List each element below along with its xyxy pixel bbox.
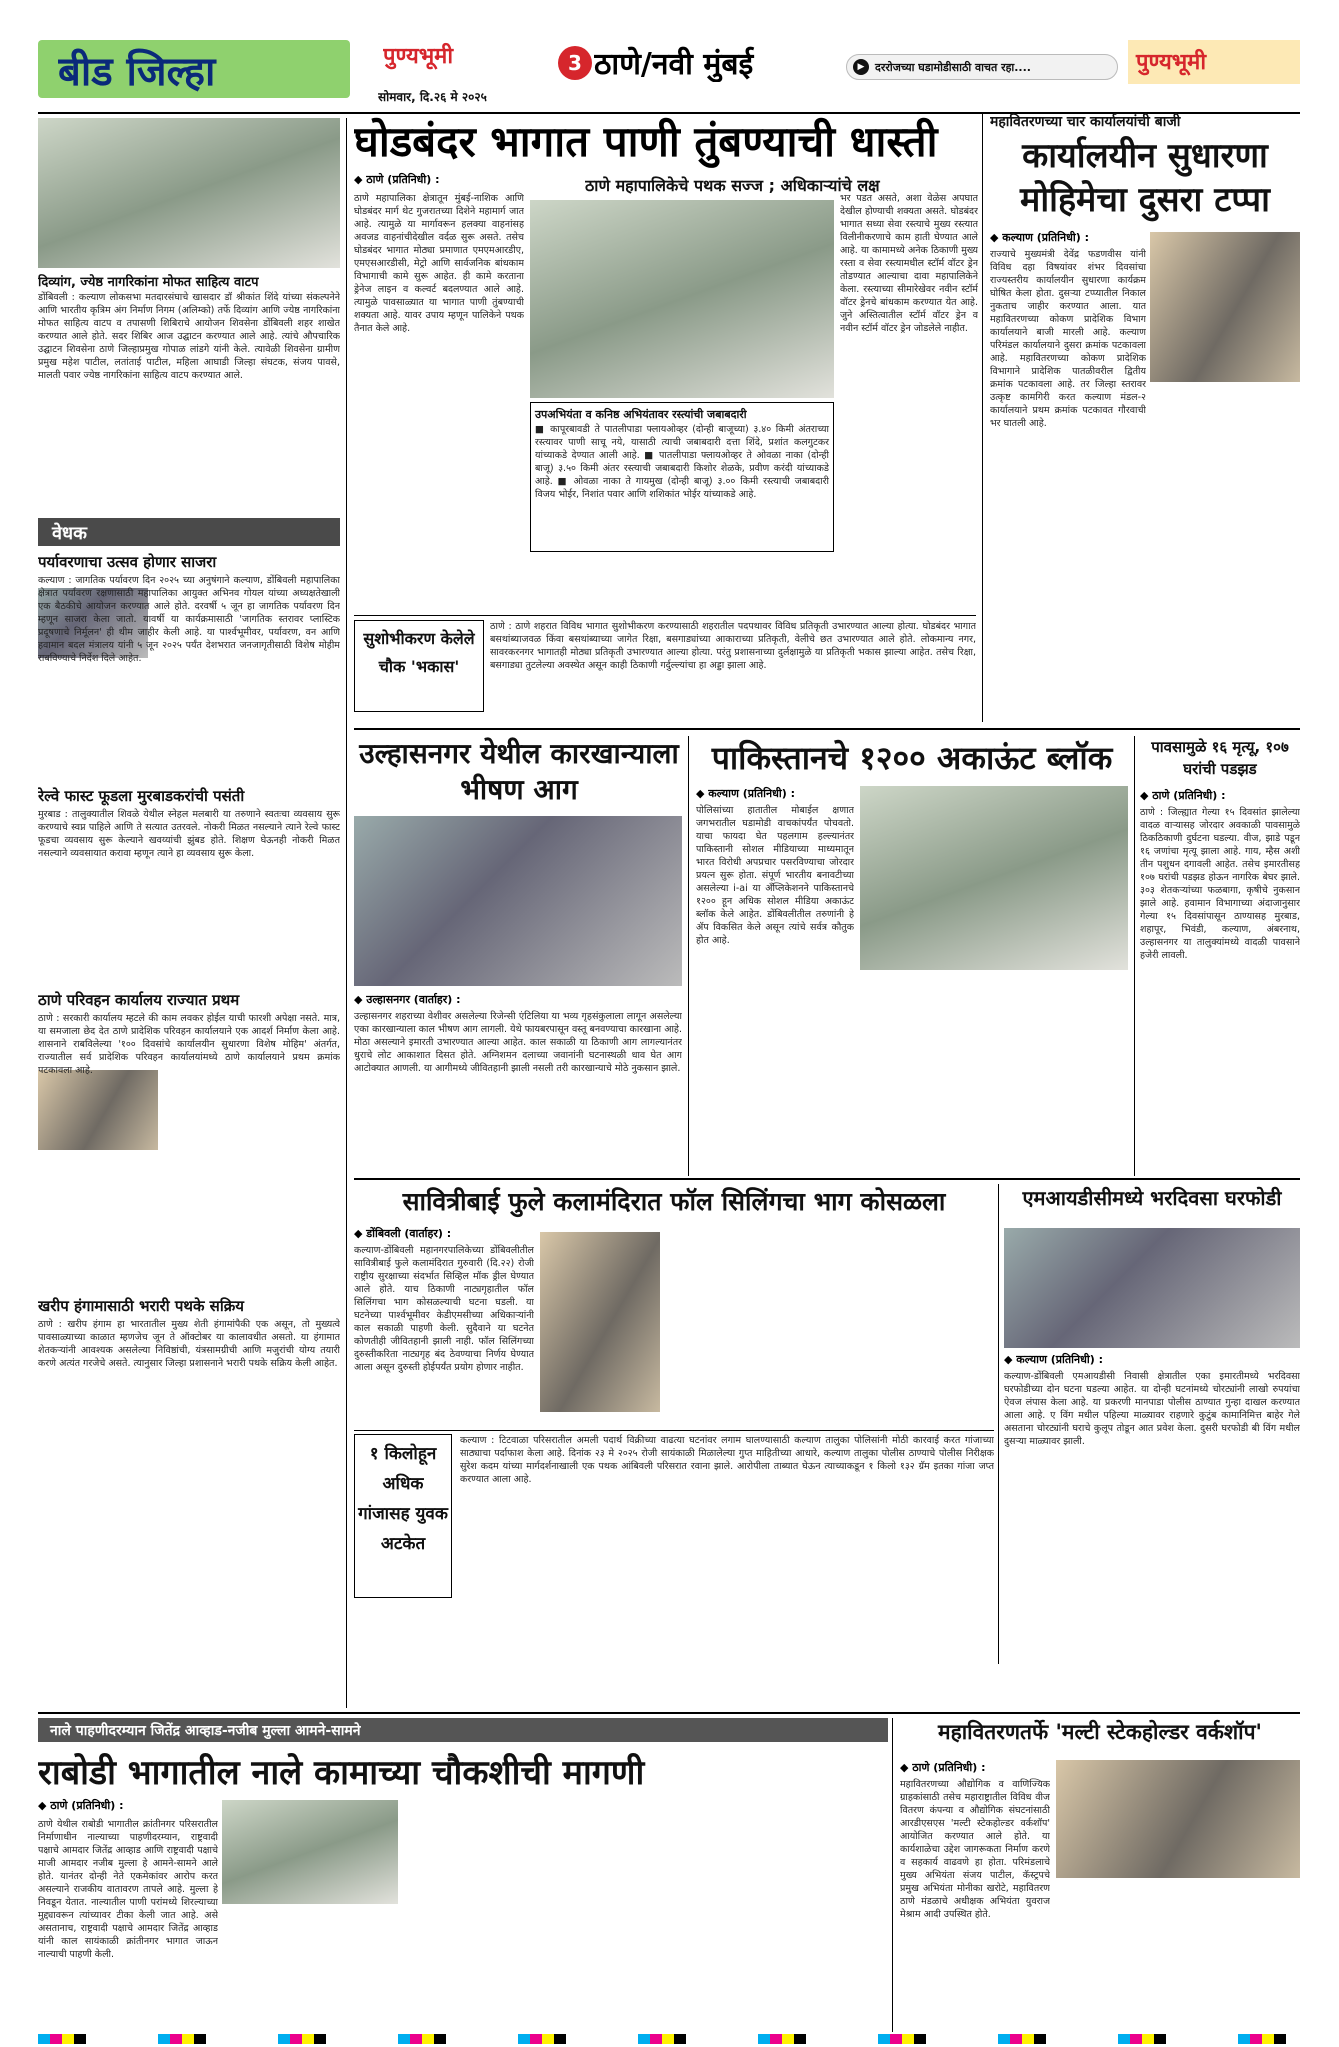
vedhak-item-3: [38, 990, 340, 1290]
savitribai-divider: [998, 1184, 999, 1664]
pakistan-body: पोलिसांच्या हातातील मोबाईल क्षणात जगभरातील घडामोडी वाचकांपर्यंत पोचवतो. याचा फायदा घेत पहलगाम हल्ल्यानंतर पाकिस्तानी सोशल मीडियाच्या माध्यमातून भारत विरोधी अपप्रचार पसरविण्याचा जोरदार प्रयत्न सुरू होता. संपूर्ण भारतीय बनावटीच्या असलेल्या i-ai या अँप्लिकेशनने पाकिस्तानचे १२०० हून अधिक सोशल मीडिया अकाऊंट ब्लॉक केले आहेत. डोंबिवलीतील तरुणांनी हे ॲप विकसित केले असून त्यांचे सर्वत्र कौतुक होत आहे.: [696, 805, 854, 946]
page-number: 3: [568, 51, 582, 75]
lead-photo: [530, 200, 834, 398]
fire-headline: उल्हासनगर येथील कारखान्याला भीषण आग: [359, 737, 679, 806]
vedhak-item-body: ठाणे : सरकारी कार्यालय म्हटले की काम लवकर होईल याची फारशी अपेक्षा नसते. मात्र, या समजाला छेद देत ठाणे प्रादेशिक परिवहन कार्यालयाने एक आदर्श निर्माण केला आहे. शासनाने राबविलेल्या '१०० दिवसांचे कार्यालयीन सुधारणा विशेष मोहिम' अंतर्गत, राज्यातील सर्व प्रादेशिक परिवहन कार्यालयांमध्ये ठाणे कार्यालयाने प्रथम क्रमांक पटकावला आहे.: [38, 1013, 340, 1076]
fire-photo: [354, 816, 682, 986]
mahavitaran-headline: कार्यालयीन सुधारणा मोहिमेचा दुसरा टप्पा: [1020, 136, 1270, 220]
mahavitaran-body-cont: [1150, 388, 1300, 720]
workshop-photo: [1056, 1760, 1300, 1878]
ganja-body: कल्याण : टिटवाळा परिसरातील अमली पदार्थ विक्रीच्या वाढत्या घटनांवर लगाम घालण्यासाठी कल्याण तालुका पोलिसांनी मोठी कारवाई करत गांजाच्या साठ्याचा पर्दाफाश केला आहे. दिनांक २३ मे २०२५ रोजी सायंकाळी मिळालेल्या गुप्त माहितीच्या आधारे, कल्याण तालुका पोलीस ठाण्याचे पोलीस निरीक्षक सुरेश कदम यांच्या मार्गदर्शनाखाली एक पथक आंबिवली परिसरात रवाना झाले. आरोपीला ताब्यात घेऊन त्याच्याकडून १ किलो १३२ ग्रॅम इतका गांजा जप्त करण्यात आला आहे.: [460, 1435, 994, 1485]
mahavitaran-photo: [1150, 232, 1300, 382]
promo-paper: पुण्यभूमी: [1136, 50, 1207, 75]
mahavitaran-kicker: महावितरणच्या चार कार्यालयांची बाजी: [990, 114, 1181, 130]
vedhak-item-title: रेल्वे फास्ट फूडला मुरबाडकरांची पसंती: [38, 787, 245, 805]
section-label: बीड जिल्हा: [58, 48, 216, 95]
lead-photo-caption-box: [530, 402, 834, 552]
workshop-body: महावितरणच्या औद्योगिक व वाणिज्यिक ग्राहकांसाठी तसेच महाराष्ट्रातील विविध वीज वितरण कंपन्या व औद्योगिक संघटनांसाठी आरडीएसएस 'मल्टी स्टेकहोल्डर वर्कशॉप' आयोजित करण्यात आले होते. या कार्यशाळेचा उद्देश जागरूकता निर्माण करणे व सहकार्य वाढवणे हा होता. परिमंडलाचे मुख्य अभियंता संजय पाटील, कॅस्ट्रपचे प्रमुख अभियंता मोनीका खरोटे, महावितरण ठाणे मंडळाचे अधीक्षक अभियंता युवराज मेश्राम आदी उपस्थित होते.: [900, 1779, 1050, 1920]
ganja-top-rule: [354, 1430, 994, 1431]
lead-body-1: ठाणे महापालिका क्षेत्रातून मुंबई-नाशिक आणि घोडबंदर मार्ग थेट गुजरातच्या दिशेने महामार्ग जात आहे. त्यामुळे या मार्गावरून हलक्या वाहनांसह अवजड वाहनांचीदेखील वर्दळ सुरू असते. तसेच घोडबंदर भागात मोठ्या प्रमाणात एमएमआरडीए, एमएसआरडीसी, मेट्रो आणि सार्वजनिक बांधकाम विभागाची कामे सुरू आहेत. ही कामे करताना ड्रेनेज लाइन व कल्वर्ट बदलण्यात आले आहे. त्यामुळे पावसाळ्यात या भागात पाणी तुंबण्याची शक्यता आहे. यावर उपाय म्हणून पालिकेने पथक तैनात केले आहे.: [354, 193, 524, 334]
promo-text: दररोजच्या घडामोडीसाठी वाचत रहा....: [875, 61, 1031, 74]
vedhak-item-title: ठाणे परिवहन कार्यालय राज्यात प्रथम: [38, 991, 240, 1009]
savitribai-byline: ◆ डोंबिवली (वार्ताहर) :: [354, 1227, 452, 1240]
fire-body: उल्हासनगर शहराच्या वेशीवर असलेल्या रिजेन्सी एंटिलिया या भव्य गृहसंकुलाला लागून असलेल्या एका कारखान्याला काल भीषण आग लागली. येथे फायबरपासून वस्तू बनवण्याचा कारखाना आहे. मोठा असल्याने इमारती उभारण्यात आल्या आहेत. काल सकाळी या ठिकाणी आग लागल्यानंतर धुराचे लोट आकाशात दिसत होते. अग्निशमन दलाच्या जवानांनी घटनास्थळी धाव घेत आग आटोक्यात आणली. या आगीमध्ये जीवितहानी झाली नसली तरी कारखान्याचे मोठे नुकसान झाले.: [354, 1011, 682, 1074]
left-story-caption: दिव्यांग, ज्येष्ठ नागरिकांना मोफत साहित्य वाटप: [38, 275, 259, 290]
band-rule-2: [354, 1178, 1300, 1180]
play-icon: ▶: [853, 59, 869, 75]
workshop-byline: ◆ ठाणे (प्रतिनिधी) :: [900, 1761, 986, 1774]
band-rule-1: [354, 728, 1300, 730]
nala-kicker-box: [38, 1718, 888, 1742]
color-registration-strip: [38, 2034, 1300, 2044]
ganja-label: १ किलोहून अधिक गांजासह युवक अटकेत: [358, 1444, 448, 1554]
nala-byline: ◆ ठाणे (प्रतिनिधी) :: [38, 1799, 124, 1812]
lead-photo-caption-body: ■ कापूरबावडी ते पातलीपाडा फ्लायओव्हर (दोन्ही बाजूच्या) ३.४० किमी अंतराच्या रस्त्यावर पाणी साचू नये, यासाठी त्याची जबाबदारी दत्ता शिंदे, प्रशांत कलगुटकर यांच्याकडे देण्यात आली आहे. ■ पातलीपाडा फ्लायओव्हर ते ओवळा नाका (दोन्ही बाजू) ३.५० किमी अंतर रस्त्याची जबाबदारी किशोर शेळके, प्रवीण करंदी यांच्याकडे आहे. ■ ओवळा नाका ते गायमुख (दोन्ही बाजू) ३.०० किमी रस्त्याची जबाबदारी विजय भोईर, निशांत पवार आणि शशिकांत भोईर यांच्याकडे आहे.: [535, 424, 829, 500]
rain-body: ठाणे : जिल्ह्यात गेल्या १५ दिवसांत झालेल्या वादळ वाऱ्यासह जोरदार अवकाळी पावसामुळे ठिकठिकाणी दुर्घटना घडल्या. वीज, झाडे पडून १६ जणांचा मृत्यू झाला आहे. गाय, म्हैस अशी तीन पशुधन दगावली आहेत. तसेच इमारतीसह १०७ घरांची पडझड होऊन नागरिक बेघर झाले. ३०३ शेतकऱ्यांच्या फळबागा, कृषीचे नुकसान झाले आहे. हवामान विभागाच्या अंदाजानुसार गेल्या १५ दिवसांपासून ठाण्यासह मुरबाड, शहापूर, भिवंडी, कल्याण, अंबरनाथ, उल्हासनगर या तालुक्यांमध्ये वादळी पावसाने हजेरी लावली.: [1140, 807, 1300, 961]
vedhak-item-title: पर्यावरणाचा उत्सव होणार साजरा: [38, 553, 217, 571]
edition-tag: ठाणे/नवी मुंबई: [594, 47, 754, 82]
lead-headline: घोडबंदर भागात पाणी तुंबण्याची धास्ती: [354, 117, 938, 166]
nala-kicker: नाले पाहणीदरम्यान जितेंद्र आव्हाड-नजीब मुल्ला आमने-सामने: [50, 1723, 361, 1739]
fire-byline: ◆ उल्हासनगर (वार्ताहर) :: [354, 993, 461, 1006]
left-story-body: डोंबिवली : कल्याण लोकसभा मतदारसंघाचे खासदार डॉ श्रीकांत शिंदे यांच्या संकल्पनेने आणि भारतीय कृत्रिम अंग निर्माण निगम (अलिम्को) तर्फे दिव्यांग आणि ज्येष्ठ नागरिकांना मोफत साहित्य वाटप व तपासणी शिबिराचे आयोजन शिवसेना डोंबिवली शहर शाखेत करण्यात आले होते. सदर शिबिर आज उद्घाटन करण्यात आले आहे. त्यांचे औपचारिक उद्घाटन शिवसेना ठाणे जिल्हाप्रमुख गोपाळ लांडगे यांनी केले. त्यावेळी शिवसेना ग्रामीण प्रमुख महेश पाटील, लतांताई पाटील, महिला आघाडी जिल्हा संघटक, संजय पावसे, मालती पवार ज्येष्ठ नागरिकांना साहित्य वाटप करण्यात आले.: [38, 292, 340, 381]
workshop-headline: महावितरणतर्फे 'मल्टी स्टेकहोल्डर वर्कशॉप': [938, 1720, 1262, 1744]
sushobhikaran-label: सुशोभीकरण केलेले चौक 'भकास': [363, 629, 475, 676]
sushobhikaran-label-box: [354, 620, 484, 712]
paper-name: पुण्यभूमी: [383, 44, 454, 69]
vedhak-item-1: [38, 552, 340, 782]
mahavitaran-byline: ◆ कल्याण (प्रतिनिधी) :: [990, 231, 1090, 244]
left-story-photo: [38, 118, 340, 268]
vedhak-item-body: ठाणे : खरीप हंगाम हा भारतातील मुख्य शेती हंगामांपैकी एक असून, तो मुख्यत्वे पावसाळ्याच्या काळात म्हणजेच जून ते ऑक्टोबर या कालावधीत असतो. या हंगामात शेतकऱ्यांनी आवश्यक असलेल्या निविष्ठांची, यंत्रसामग्रीची आणि मजुरांची योग्य तयारी करणे अत्यंत गरजेचे असते. त्यानुसार जिल्हा प्रशासनाने भरारी पथके सक्रिय केली आहेत.: [38, 1319, 340, 1369]
vedhak-item-4: [38, 1296, 340, 1708]
vedhak-heading-box: [38, 518, 340, 546]
rain-headline: पावसामुळे १६ मृत्यू, १०७ घरांची पडझड: [1151, 738, 1289, 778]
page-number-badge: [558, 46, 592, 80]
nala-headline: राबोडी भागातील नाले कामाच्या चौकशीची मागणी: [38, 1753, 645, 1793]
savitribai-headline: सावित्रीबाई फुले कलामंदिरात फॉल सिलिंगचा भाग कोसळला: [402, 1187, 946, 1216]
promo-paper-box: [1128, 40, 1300, 84]
lead-body-2: भर पडत असते, अशा वेळेस अपघात देखील होण्याची शक्यता असते. घोडबंदर भागात सध्या सेवा रस्त्याचे मुख्य रस्त्यात विलीनीकरणाचे काम हाती घेण्यात आले आहे. या कामामध्ये अनेक ठिकाणी मुख्य रस्ता व सेवा रस्त्यामधील स्टॉर्म वॉटर ड्रेन तोडण्यात आल्याचा दावा महापालिकेने केला. रस्त्याच्या सीमारेखेवर नवीन स्टॉर्म वॉटर ड्रेनचे बांधकाम करण्यात येत आहे. जुने अस्तित्वातील स्टॉर्म वॉटर ड्रेन व नवीन स्टॉर्म वॉटर ड्रेन जोडलेले नाहीत.: [840, 193, 978, 334]
ganja-label-box: [354, 1434, 452, 1598]
midc-byline: ◆ कल्याण (प्रतिनिधी) :: [1004, 1353, 1104, 1366]
savitribai-body: कल्याण-डोंबिवली महानगरपालिकेच्या डोंबिवलीतील सावित्रीबाई फुले कलामंदिरात गुरुवारी (दि.२२) रोजी राष्ट्रीय सुरक्षाच्या संदर्भात सिव्हिल मॉक ड्रील घेण्यात आले होते. याच ठिकाणी नाट्यगृहातील फॉल सिलिंगचा भाग कोसळल्याची घटना घडली. या घटनेच्या पार्श्वभूमीवर केडीएमसीच्या अधिकाऱ्यांनी काल सकाळी पाहणी केली. सुदैवाने या घटनेत कोणतीही जीवितहानी झाली नाही. फॉल सिलिंगच्या दुरुस्तीकरिता नाट्यगृह बंद ठेवण्याचा निर्णय घेण्यात आला असून दुरुस्ती होईपर्यंत प्रयोग होणार नाहीत.: [354, 1245, 534, 1373]
nala-divider: [892, 1718, 893, 2032]
vedhak-item-2: [38, 786, 340, 986]
pakistan-photo: [860, 786, 1128, 970]
vedhak-item-body: मुरबाड : तालुक्यातील शिवळे येथील स्नेहल मलबारी या तरुणाने स्वतःचा व्यवसाय सुरू करण्याचे स्वप्न पाहिले आणि ते सत्यात उतरवले. नोकरी मिळत नसल्याने त्याने रेल्वे फास्ट फूडचा व्यवसाय सुरू केल्याने खवय्यांची झुंबड होते. शिक्षण घेऊनही नोकरी मिळत नसल्याने व्यवसायात करावा म्हणून त्याने हा व्यवसाय सुरू केला.: [38, 809, 340, 859]
section-label-box: [38, 40, 350, 98]
workshop-body-cont: [1056, 1884, 1300, 2032]
left-column-divider: [346, 118, 347, 1708]
pakistan-body-cont: [860, 976, 1128, 1170]
date-line: सोमवार, दि.२६ मे २०२५: [378, 90, 487, 104]
lead-subhead: ठाणे महापालिकेचे पथक सज्ज ; अधिकाऱ्यांचे लक्ष: [585, 176, 880, 195]
masthead: [38, 40, 1300, 108]
sushobhikaran-top-rule: [354, 615, 976, 616]
pakistan-divider: [1134, 736, 1135, 1176]
vedhak-item-body: कल्याण : जागतिक पर्यावरण दिन २०२५ च्या अनुषंगाने कल्याण, डोंबिवली महापालिका क्षेत्रात पर्यावरण रक्षणासाठी महापालिका आयुक्त अभिनव गोयल यांच्या अध्यक्षतेखाली एक बैठकीचे आयोजन करण्यात आले होते. दरवर्षी ५ जून हा जागतिक पर्यावरण दिन म्हणून साजरा केला जातो. यावर्षी या कार्यक्रमासाठी 'जागतिक स्तरावर प्लास्टिक प्रदूषणाचे निर्मूलन' ही थीम जाहीर केली आहे. या पार्श्वभूमीवर, पर्यावरण, वन आणि हवामान बदल मंत्रालय यांनी ५ जून २०२५ पर्यंत देशभरात जनजागृतीसाठी विशेष मोहीम राबविण्याचे निर्देश दिले आहेत.: [38, 575, 340, 664]
mahavitaran-body: राज्याचे मुख्यमंत्री देवेंद्र फडणवीस यांनी विविध दहा विषयांवर शंभर दिवसांचा राज्यस्तरीय कार्यालयीन सुधारणा कार्यक्रम घोषित केला होता. दुसऱ्या टप्प्यातील निकाल नुकताच जाहीर करण्यात आला. यात महावितरणच्या कोकण प्रादेशिक विभाग कार्यालयाने बाजी मारली आहे. कल्याण परिमंडल कार्यालयाने दुसरा क्रमांक पटकावला आहे. महावितरणच्या कोकण प्रादेशिक विभागाने प्रादेशिक पातळीवरील द्वितीय क्रमांक पटकावला आहे. तर जिल्हा स्तरावर उत्कृष्ट कामगिरी करत कल्याण मंडल-२ कार्यालयाने प्रथम क्रमांक पटकावत गौरवाची भर घातली आहे.: [990, 249, 1146, 429]
pakistan-byline: ◆ कल्याण (प्रतिनिधी) :: [696, 787, 796, 800]
pakistan-headline: पाकिस्तानचे १२०० अकाऊंट ब्लॉक: [711, 739, 1113, 777]
midc-body: कल्याण-डोंबिवली एमआयडीसी निवासी क्षेत्रातील एका इमारतीमध्ये भरदिवसा घरफोडीच्या दोन घटना घडल्या आहेत. या दोन्ही घटनांमध्ये चोरट्यांनी लाखो रुपयांचा ऐवज लंपास केला आहे. या प्रकरणी मानपाडा पोलीस ठाण्यात गुन्हा दाखल करण्यात आला आहे. ए विंग मधील पहिल्या माळ्यावर राहणारे कुटुंब कामानिमित्त बाहेर गेले असताना चोरट्यांनी घराचे कुलूप तोडून आत प्रवेश केला. दुसरी घरफोडी बी विंग मधील दुसऱ्या माळ्यावर झाली.: [1004, 1371, 1300, 1447]
savitribai-body-cont: [664, 1232, 990, 1422]
savitribai-photo: [540, 1232, 660, 1412]
nala-body: ठाणे येथील राबोडी भागातील क्रांतीनगर परिसरातील निर्माणाधीन नाल्याच्या पाहणीदरम्यान, राष्ट्रवादी पक्षाचे आमदार जितेंद्र आव्हाड आणि राष्ट्रवादी पक्षाचे माजी आमदार नजीब मुल्ला हे आमने-सामने आले होते. यानंतर दोन्ही नेते एकमेकांवर आरोप करत असल्याने राजकीय वातावरण तापले आहे. मुल्ला हे निवडून येतात. नाल्यातील पाणी परांमध्ये शिरल्याच्या मुद्द्यावरून त्यांच्यावर टीका केली जात आहे. असे असतानाच, राष्ट्रवादी पक्षाचे आमदार जितेंद्र आव्हाड यांनी काल सायंकाळी क्रांतीनगर भागात जाऊन नाल्याची पाहणी केली.: [38, 1819, 218, 1960]
midc-headline: एमआयडीसीमध्ये भरदिवसा घरफोडी: [1022, 1186, 1282, 1210]
lead-divider: [982, 112, 983, 722]
vedhak-item-title: खरीप हंगामासाठी भरारी पथके सक्रिय: [38, 1297, 244, 1315]
promo-bar: [846, 54, 1118, 80]
nala-body-cont: [404, 1800, 884, 2030]
vedhak-heading: वेधक: [52, 523, 87, 544]
sushobhikaran-body: ठाणे : ठाणे शहरात विविध भागात सुशोभीकरण करण्यासाठी शहरातील पदपथावर विविध प्रतिकृती उभारण्यात आल्या होत्या. घोडबंदर भागात बसथांब्याजवळ किंवा बसथांब्याच्या जागेत रिक्षा, बसगाड्यांच्या आकाराच्या प्रतिकृती, वेलीचे छत उभारण्यात आले होते. लोकमान्य नगर, सावरकरनगर भागातही मोठ्या प्रतिकृती उभारण्यात आल्या होत्या. परंतु प्रशासनाच्या दुर्लक्षामुळे या प्रतिकृती भकास झाल्या आहेत. तसेच रिक्षा, बसगाड्या तुटलेल्या अवस्थेत असून काही ठिकाणी गर्दुल्ल्यांचा हा अड्डा झाला आहे.: [490, 621, 976, 671]
midc-photo: [1004, 1228, 1300, 1348]
nala-photo: [222, 1800, 398, 1904]
fire-divider: [688, 736, 689, 1176]
band-rule-3: [38, 1712, 1300, 1714]
lead-byline: ◆ ठाणे (प्रतिनिधी) :: [354, 173, 440, 186]
lead-photo-caption-title: उपअभियंता व कनिष्ठ अभियंतावर रस्त्यांची जबाबदारी: [535, 408, 747, 421]
rain-byline: ◆ ठाणे (प्रतिनिधी) :: [1140, 789, 1226, 802]
